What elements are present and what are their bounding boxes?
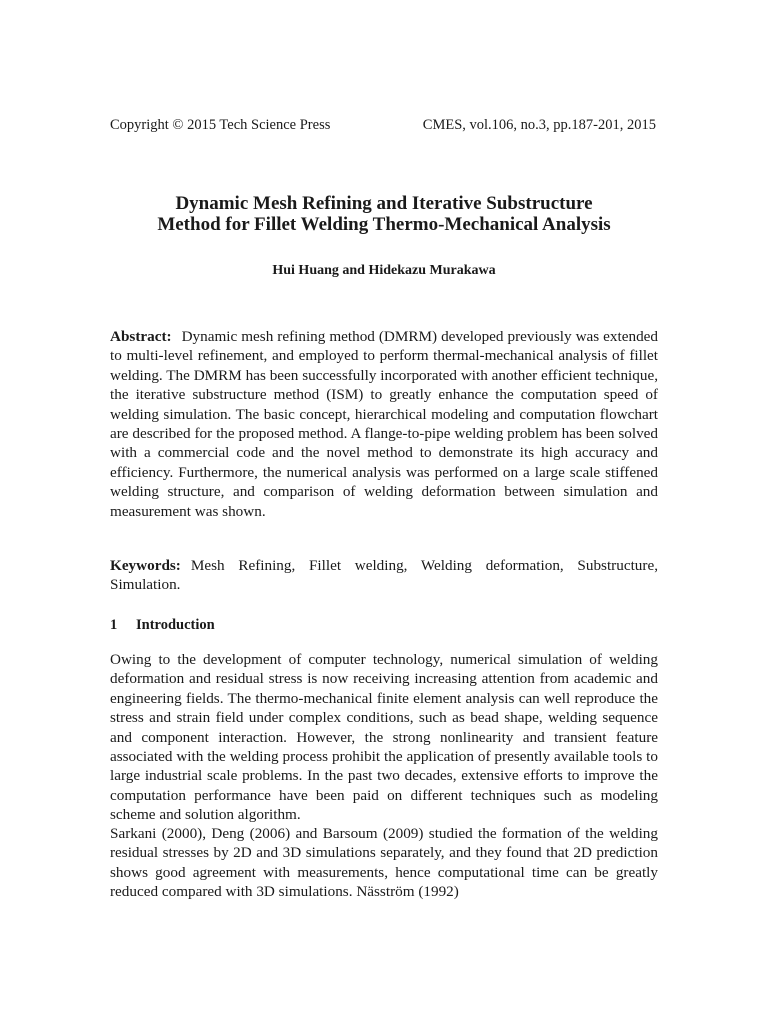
copyright-notice: Copyright © 2015 Tech Science Press: [110, 117, 331, 133]
paragraph: Sarkani (2000), Deng (2006) and Barsoum (2009) studied the formation of the welding residual stresses by 2D and 3D simulations separately, and they found that 2D prediction shows good agreement with measurements, hence computational time can be greatly reduced compared with 3D simulations. Näsström (1992): [110, 825, 658, 901]
keywords: [110, 556, 658, 595]
section-heading: [110, 616, 658, 635]
title-line-2: Method for Fillet Welding Thermo-Mechanical Analysis: [157, 214, 611, 235]
paper-title: [100, 193, 668, 235]
abstract-label: Abstract:: [110, 328, 172, 345]
section-number: 1: [110, 617, 118, 633]
abstract-text: Dynamic mesh refining method (DMRM) developed previously was extended to multi-level refinement, and employed to perform thermal-mechanical analysis of fillet welding. The DMRM has been successfully incorporated with another efficient technique, the iterative substructure method (ISM) to greatly enhance the computation speed of welding simulation. The basic concept, hierarchical modeling and computation flowchart are described for the proposed method. A flange-to-pipe welding problem has been solved with a commercial code and the novel method to demonstrate its high accuracy and efficiency. Furthermore, the numerical analysis was performed on a large scale stiffened welding structure, and comparison of welding deformation between simulation and measurement was shown.: [110, 328, 658, 520]
page-header: [110, 116, 656, 134]
journal-citation: CMES, vol.106, no.3, pp.187-201, 2015: [422, 117, 656, 133]
title-line-1: Dynamic Mesh Refining and Iterative Substructure: [175, 193, 593, 214]
keywords-label: Keywords:: [110, 557, 181, 574]
keywords-text: Mesh Refining, Fillet welding, Welding deformation, Substructure, Simulation.: [110, 557, 658, 594]
paragraph: Owing to the development of computer technology, numerical simulation of welding deformation and residual stress is now receiving increasing attention from academic and engineering fields. The thermo-mechanical finite element analysis can well reproduce the stress and strain field under complex conditions, such as bead shape, welding sequence and component interaction. However, the strong nonlinearity and transient feature associated with the welding process prohibit the application of presently available tools to large industrial scale problems. In the past two decades, extensive efforts to improve the computation performance have been paid on different techniques such as modeling scheme and solution algorithm.: [110, 651, 658, 824]
abstract: [110, 327, 658, 521]
section-title: Introduction: [136, 617, 215, 633]
author-list: Hui Huang and Hidekazu Murakawa: [272, 263, 496, 278]
